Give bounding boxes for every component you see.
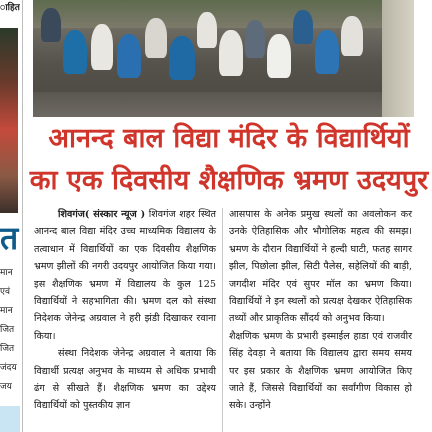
student-figure — [315, 30, 339, 74]
student-figure — [63, 30, 87, 74]
student-figure — [91, 24, 113, 70]
student-figure — [145, 18, 167, 58]
adjacent-line: जित — [0, 325, 15, 335]
student-figure — [117, 34, 141, 78]
adjacent-line: मान — [0, 306, 13, 316]
article-paragraph: आसपास के अनेक प्रमुख स्थलों का अवलोकन कर उनके ऐतिहासिक और भौगोलिक महत्व की समझ। भ्रमण के दौरान विद्यार्थियों ने हल्दी घाटी, फतह सागर झील, पिछोला झील, सिटी पैलेस, सहेलियों की बाड़ी, जगदीश मंदिर एवं सुपर मॉल का भ्रमण किया। विद्यार्थियों ने इन स्थलों को प्रत्यक्ष देखकर ऐतिहासिक तथ्यों और प्राकृतिक सौंदर्य को अनुभव किया। — [229, 209, 412, 325]
adjacent-article-photo — [0, 28, 18, 213]
adjacent-article-box — [0, 406, 20, 432]
column-divider — [22, 0, 23, 432]
dateline: शिवगंज( संस्कार न्यूज ) — [58, 209, 146, 220]
adjacent-line: मान — [0, 268, 13, 278]
photo-wall — [382, 0, 414, 117]
student-figure — [293, 10, 313, 44]
photo-ground — [33, 92, 414, 117]
article-paragraph — [34, 206, 216, 345]
article-column-right — [229, 206, 412, 415]
article-headline — [26, 118, 432, 202]
column-rule — [222, 208, 223, 432]
adjacent-article-text — [0, 264, 20, 397]
article-photo — [33, 0, 414, 117]
adjacent-article-headline-fragment: त — [0, 219, 19, 257]
article-paragraph: शैक्षणिक भ्रमण के प्रभारी इस्माईल हाडा एवं राजवीर सिंह देवड़ा ने बताया कि विद्यालय द्वारा समय समय पर इस प्रकार के शैक्षणिक भ्रमण आयोजित किए जाते हैं, जिससे विद्यार्थियों का सर्वांगीण विकास हो सके। उन्होंने — [229, 330, 412, 412]
headline-line-1: आनन्द बाल विद्या मंदिर के विद्यार्थियों — [48, 123, 410, 154]
article-paragraph: संस्था निदेशक जेनेन्द्र अग्रवाल ने बताया कि विद्यार्थी प्रत्यक्ष अनुभव के माध्यम से अधिक प्रभावी ढंग से सीखते हैं। शैक्षणिक भ्रमण का उद्देश्य विद्यार्थियों को पुस्तकीय ज्ञान — [34, 348, 216, 412]
student-figure — [169, 36, 195, 80]
student-figure — [341, 16, 363, 56]
student-figure — [267, 34, 291, 78]
article-column-left — [34, 206, 216, 415]
student-figure — [245, 20, 265, 58]
adjacent-line: एवं — [0, 287, 10, 297]
adjacent-line: जंदय — [0, 363, 17, 373]
student-figure — [219, 30, 243, 76]
adjacent-article-fragment: ाहित — [0, 3, 20, 13]
adjacent-line: जित — [0, 344, 15, 354]
adjacent-article-strip — [0, 0, 20, 432]
student-figure — [197, 12, 217, 48]
headline-line-2: का एक दिवसीय शैक्षणिक भ्रमण उदयपुर — [29, 165, 429, 196]
adjacent-line: जय — [0, 382, 12, 392]
student-figure — [41, 8, 61, 42]
paragraph-text: शिवगंज शहर स्थित आनन्द बाल विद्या मंदिर उच्च माध्यमिक विद्यालय के तत्वाधान में विद्यार्थियों का एक दिवसीय शैक्षणिक भ्रमण झीलों की नगरी उदयपुर आयोजित किया गया। इस शैक्षणिक भ्रमण में विद्यालय के कुल 125 विद्यार्थियों ने सहभागिता की। भ्रमण दल को संस्था निदेशक जेनेन्द्र अग्रवाल ने हरी झंडी दिखाकर रवाना किया। — [34, 209, 216, 342]
